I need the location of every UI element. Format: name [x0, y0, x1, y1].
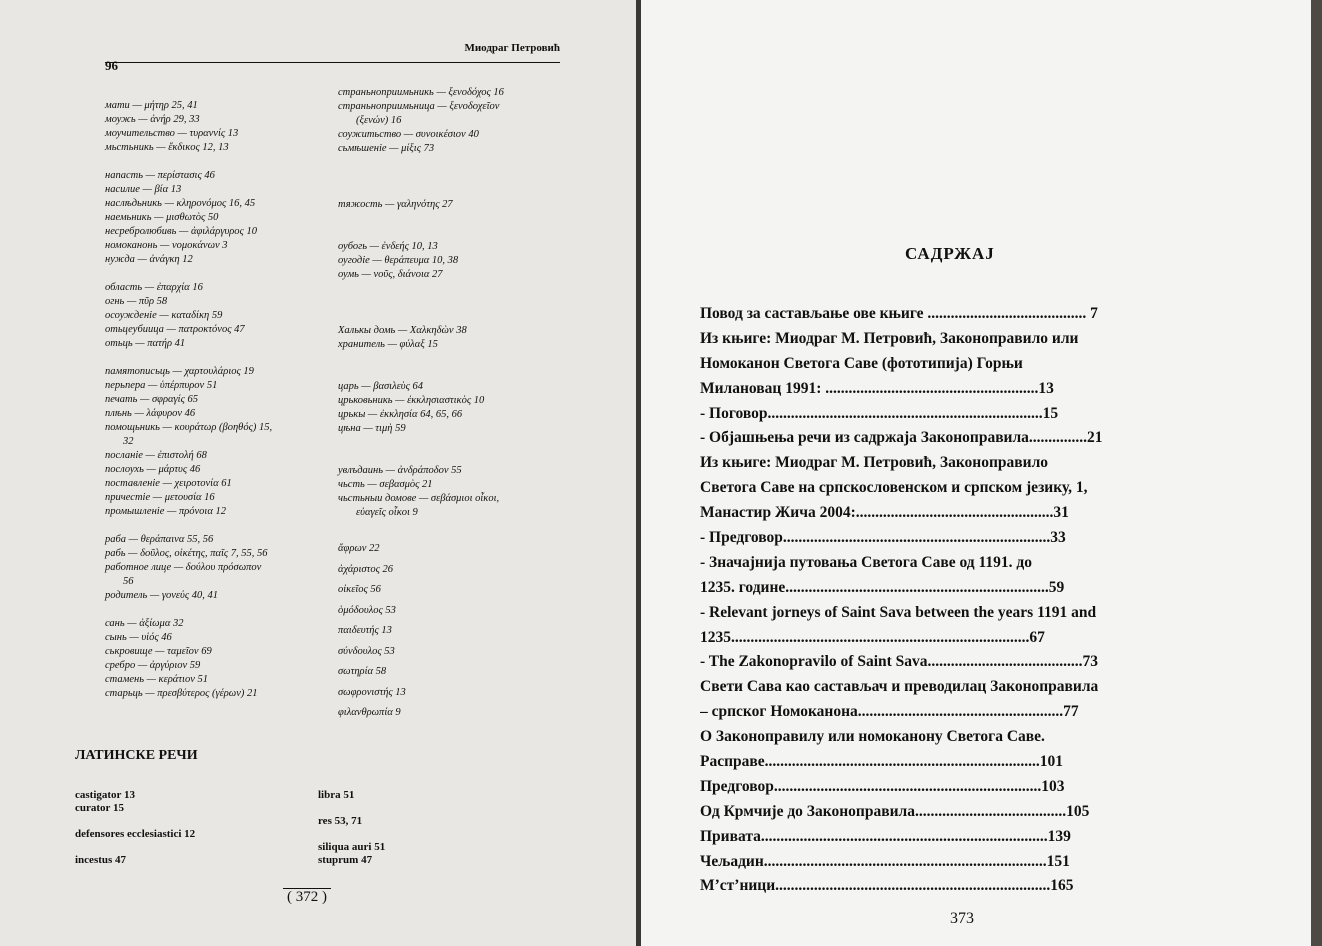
toc-line: - Relevant jorneys of Saint Sava between the years 1191 and	[700, 603, 1097, 621]
running-header	[105, 40, 560, 73]
glossary-entry: поставленіе — χειροτονία 61	[105, 478, 232, 489]
glossary-entry: εὐαγεῖς οἶκοι 9	[356, 507, 418, 518]
glossary-entry: печать — σφραγίς 65	[105, 394, 198, 405]
glossary-entry: сань — ἀξίωμα 32	[105, 618, 184, 629]
glossary-entry: цѣна — τιμὴ 59	[338, 423, 406, 434]
glossary-entry: Халькы домь — Χαλκηδὼν 38	[338, 325, 467, 336]
glossary-entry	[105, 155, 320, 169]
running-header-author: Миодраг Петровић	[464, 42, 560, 54]
glossary-entry	[105, 267, 320, 281]
toc-line: Манастир Жича 2004:...................................................31	[700, 504, 1069, 522]
toc-line: Милановац 1991: .......................................................13	[700, 379, 1054, 397]
glossary-entry: оумь — νοῦς, διάνοια 27	[338, 269, 443, 280]
glossary-entry: царь — βασιλεὺς 64	[338, 381, 423, 392]
glossary-entry: соужитьство — συνοικέσιον 40	[338, 129, 479, 140]
glossary-entry: область — ἐπαρχία 16	[105, 282, 203, 293]
glossary-entry: причестіе — μετουσία 16	[105, 492, 215, 503]
glossary-entry	[338, 296, 573, 310]
latin-word-entry: siliqua auri 51	[318, 841, 386, 853]
glossary-column-1	[105, 99, 320, 701]
greek-word-entry: παιδευτής 13	[338, 625, 392, 636]
greek-word-entry: σωφρονιστής 13	[338, 686, 406, 698]
glossary-entry: црьковьникь — ἐκκλησιαστικὸς 10	[338, 395, 485, 406]
greek-word-entry: ὁμόδουλος 53	[338, 604, 396, 616]
glossary-column-2	[338, 86, 573, 520]
glossary-entry: раба — θεράπαινα 55, 56	[105, 534, 214, 545]
glossary-entry: отьць — πατήρ 41	[105, 338, 186, 349]
left-page-number: 96	[105, 58, 118, 73]
glossary-entry: сребро — ἀργύριον 59	[105, 660, 201, 671]
glossary-entry: рабь — δοῦλος, οἰκέτης, παῖς 7, 55, 56	[105, 548, 268, 559]
latin-word-entry	[318, 802, 518, 815]
glossary-entry: наслѣдьникь — κληρονόμος 16, 45	[105, 198, 256, 209]
right-page-number: 373	[950, 910, 974, 927]
glossary-entry	[105, 519, 320, 533]
glossary-entry: сынь — υἱός 46	[105, 632, 172, 643]
glossary-entry: плѣнь — λάφυρον 46	[105, 408, 196, 419]
latin-word-entry: castigator 13	[75, 789, 135, 801]
greek-word-entry: ἄφρων 22	[338, 543, 380, 554]
glossary-entry	[338, 310, 573, 324]
toc-line: - Предговор.....................................................................33	[700, 529, 1066, 547]
glossary-entry	[338, 156, 573, 170]
toc-line: М’ст’ници.......................................................................165	[700, 877, 1074, 895]
glossary-entry: црькы — ἐκκλησία 64, 65, 66	[338, 409, 463, 420]
left-page	[0, 0, 636, 946]
glossary-entry	[338, 450, 573, 464]
glossary-entry	[338, 366, 573, 380]
glossary-entry: мати — μήτηρ 25, 41	[105, 100, 198, 111]
glossary-entry: нужда — ἀνάγκη 12	[105, 254, 193, 265]
latin-word-entry: incestus 47	[75, 854, 127, 866]
latin-column-1	[75, 789, 305, 867]
toc-line: - The Zakonopravilo of Saint Sava........................................73	[700, 653, 1099, 671]
glossary-entry: моужь — ἀνήρ 29, 33	[105, 114, 200, 125]
glossary-entry: хранитель — φύλαξ 15	[338, 339, 438, 350]
greek-word-entry: οἰκεῖος 56	[338, 584, 381, 595]
toc-line: Чељадин.........................................................................151	[700, 852, 1070, 870]
glossary-entry: ськровище — ταμεῖον 69	[105, 646, 212, 657]
toc-line: 1235. године....................................................................59	[700, 578, 1065, 596]
latin-word-entry: stuprum 47	[318, 854, 373, 866]
latin-word-entry: libra 51	[318, 789, 355, 801]
toc-line: Расправе.......................................................................101	[700, 753, 1064, 771]
glossary-entry: увлъдаинь — ἀνδράποδον 55	[338, 465, 462, 476]
glossary-entry: перьпера — ὑπέρπυρον 51	[105, 380, 218, 391]
glossary-entry: страньноприимьница — ξενοδοχεῖον	[338, 101, 500, 112]
glossary-entry: наемьникь — μισθωτὸς 50	[105, 212, 219, 223]
toc-line: Из књиге: Миодраг М. Петровић, Законоправило	[700, 454, 1049, 472]
toc-line: Свети Сава као састављач и преводилац Законоправила	[700, 678, 1099, 696]
glossary-entry: несребролюбивь — ἀφιλάργυρος 10	[105, 226, 257, 237]
glossary-entry: посланіе — ἐπιστολή 68	[105, 450, 207, 461]
glossary-entry: памятописьць — χαρτουλάριος 19	[105, 366, 254, 377]
glossary-entry: чьсть — σεβασμὸς 21	[338, 479, 433, 490]
glossary-entry: 32	[123, 436, 134, 447]
glossary-entry: промышленіе — πρόνοια 12	[105, 506, 226, 517]
latin-column-2	[318, 789, 518, 867]
glossary-entry	[338, 282, 573, 296]
toc-line: Од Крмчије до Законоправила.......................................105	[700, 802, 1090, 820]
glossary-entry: старьць — πρεσβύτερος (γέρων) 21	[105, 688, 258, 699]
greek-word-column	[338, 539, 498, 724]
glossary-entry: моучительство — τυραννίς 13	[105, 128, 239, 139]
book-edge	[1311, 0, 1322, 946]
glossary-entry	[105, 603, 320, 617]
glossary-entry: тяжость — γαληνότης 27	[338, 199, 453, 210]
left-page-footer-number: ( 372 )	[283, 888, 331, 906]
glossary-entry: мьстьникь — ἔκδικος 12, 13	[105, 142, 229, 153]
glossary-entry: оугодіе — θεράπευμα 10, 38	[338, 255, 459, 266]
glossary-entry: работное лице — δούλου πρόσωπον	[105, 562, 262, 573]
glossary-entry	[105, 351, 320, 365]
latin-word-entry: curator 15	[75, 802, 124, 814]
glossary-entry: помощьникь — κουράτωρ (βοηθός) 15,	[105, 422, 273, 433]
toc-line: Светога Саве на српскословенском и српском језику, 1,	[700, 479, 1088, 497]
glossary-entry: сьмѣшеніе — μίξις 73	[338, 143, 435, 154]
glossary-entry: номоканонь — νομοκάνων 3	[105, 240, 228, 251]
glossary-entry: страньноприимьникь — ξενοδόχος 16	[338, 87, 504, 98]
glossary-entry	[338, 226, 573, 240]
latin-words-heading: ЛАТИНСКЕ РЕЧИ	[75, 748, 198, 763]
toc-line: - Поговор.......................................................................15	[700, 404, 1059, 422]
toc-line: Привата..........................................................................139	[700, 827, 1071, 845]
glossary-entry	[338, 184, 573, 198]
toc-line: О Законоправилу или номоканону Светога Саве.	[700, 728, 1045, 746]
latin-word-entry	[75, 841, 305, 854]
glossary-entry: оубогь — ἐνδεής 10, 13	[338, 241, 438, 252]
latin-word-entry: defensores ecclesiastici 12	[75, 828, 196, 840]
glossary-entry	[338, 352, 573, 366]
glossary-entry: отьцеубиица — πατροκτόνος 47	[105, 324, 245, 335]
glossary-entry: послоухь — μάρτυς 46	[105, 464, 201, 475]
table-of-contents	[700, 302, 1205, 899]
latin-word-entry	[318, 828, 518, 841]
latin-word-entry: res 53, 71	[318, 815, 363, 827]
toc-line: - Објашњења речи из садржаја Законоправила...............21	[700, 429, 1103, 447]
glossary-entry: огнь — πῦρ 58	[105, 296, 168, 307]
toc-line: Номоканон Светога Саве (фототипија) Горњи	[700, 354, 1023, 372]
toc-line: Из књиге: Миодраг М. Петровић, Законоправило или	[700, 329, 1079, 347]
glossary-entry: родитель — γονεύς 40, 41	[105, 590, 218, 601]
glossary-entry: 56	[123, 576, 134, 587]
toc-title: САДРЖАЈ	[905, 244, 995, 263]
greek-word-entry: φιλανθρωπία 9	[338, 707, 401, 718]
glossary-entry: напасть — περίστασις 46	[105, 170, 215, 181]
glossary-entry	[338, 170, 573, 184]
glossary-entry: осоужденіе — καταδίκη 59	[105, 310, 223, 321]
toc-line: – српског Номоканона.....................................................77	[700, 703, 1079, 721]
glossary-entry: насилие — βία 13	[105, 184, 182, 195]
glossary-entry	[338, 212, 573, 226]
toc-line: - Значајнија путовања Светога Саве од 1191. до	[700, 553, 1032, 571]
glossary-entry: (ξενών) 16	[356, 115, 402, 126]
toc-line: Предговор.....................................................................103	[700, 777, 1065, 795]
glossary-entry: чьстьныи домове — σεβάσμιοι οἶκοι,	[338, 493, 500, 504]
greek-word-entry: σύνδουλος 53	[338, 645, 395, 657]
greek-word-entry: ἀχάριστος 26	[338, 563, 393, 575]
latin-word-entry	[75, 815, 305, 828]
glossary-entry: стамень — κεράτιον 51	[105, 674, 208, 685]
toc-line: 1235.............................................................................67	[700, 628, 1045, 646]
greek-word-entry: σωτηρία 58	[338, 666, 387, 677]
glossary-entry	[338, 436, 573, 450]
toc-line: Повод за састављање ове књиге ......................................... 7	[700, 305, 1098, 322]
